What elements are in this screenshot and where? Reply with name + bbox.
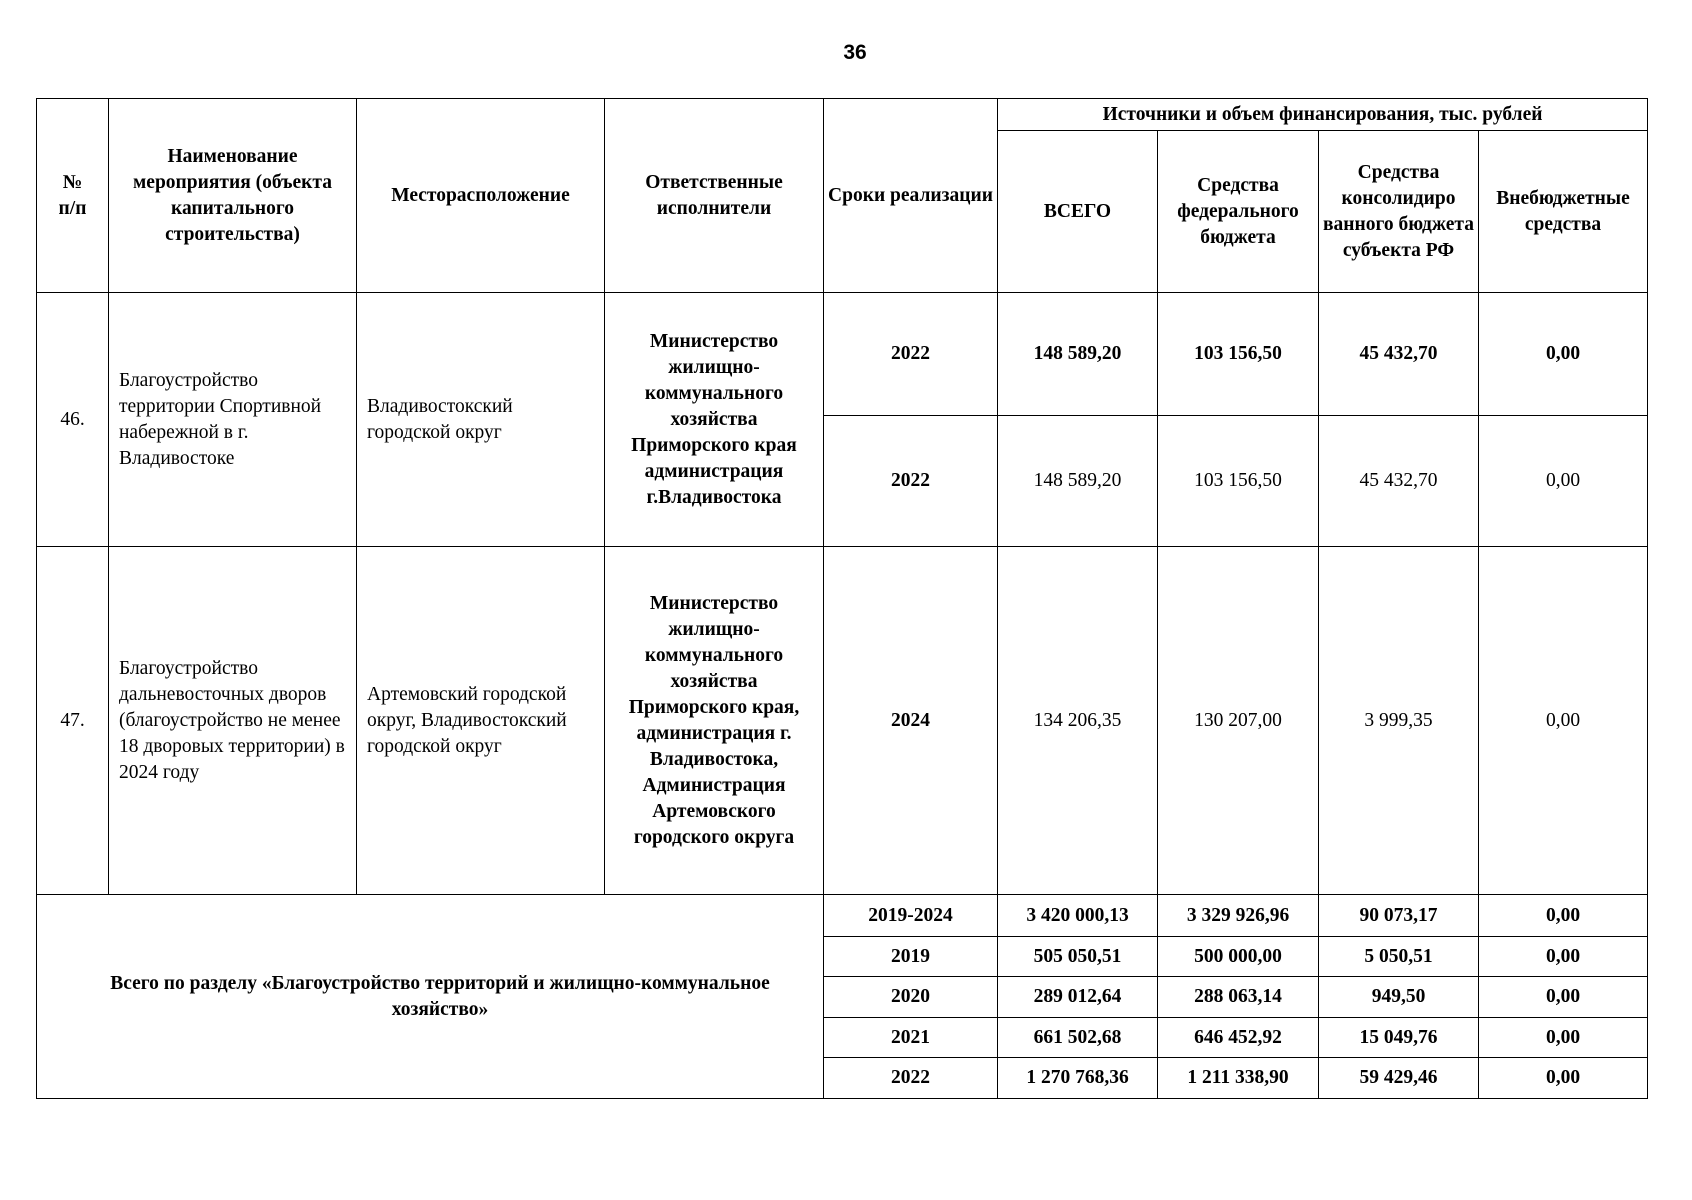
row-responsible: Министерство жилищно-коммунального хозяйства Приморского края, администрация г. Владивостока, Администрация Артемовского городского округа [605, 547, 824, 895]
row-name: Благоустройство дальневосточных дворов (благоустройство не менее 18 дворовых территории) в 2024 году [109, 547, 357, 895]
summary-label: Всего по разделу «Благоустройство территорий и жилищно-коммунальное хозяйство» [37, 895, 824, 1099]
summary-period: 2022 [824, 1058, 998, 1099]
row-total: 148 589,20 [998, 416, 1158, 547]
summary-extrabudget: 0,00 [1479, 1018, 1648, 1058]
row-no: 47. [37, 547, 109, 895]
header-total: ВСЕГО [998, 131, 1158, 293]
row-name: Благоустройство территории Спортивной набережной в г. Владивостоке [109, 293, 357, 547]
summary-extrabudget: 0,00 [1479, 977, 1648, 1018]
summary-extrabudget: 0,00 [1479, 895, 1648, 937]
row-period: 2022 [824, 293, 998, 416]
row-regional: 3 999,35 [1319, 547, 1479, 895]
row-total: 148 589,20 [998, 293, 1158, 416]
summary-extrabudget: 0,00 [1479, 937, 1648, 977]
row-extrabudget: 0,00 [1479, 293, 1648, 416]
row-federal: 103 156,50 [1158, 416, 1319, 547]
row-no: 46. [37, 293, 109, 547]
row-extrabudget: 0,00 [1479, 547, 1648, 895]
header-regional: Средства консолидиро ванного бюджета субъекта РФ [1319, 131, 1479, 293]
summary-total: 1 270 768,36 [998, 1058, 1158, 1099]
summary-period: 2021 [824, 1018, 998, 1058]
summary-period: 2019-2024 [824, 895, 998, 937]
summary-regional: 5 050,51 [1319, 937, 1479, 977]
row-period: 2024 [824, 547, 998, 895]
header-location: Месторасположение [357, 99, 605, 293]
row-period: 2022 [824, 416, 998, 547]
summary-federal: 1 211 338,90 [1158, 1058, 1319, 1099]
summary-row [37, 895, 1648, 937]
row-extrabudget: 0,00 [1479, 416, 1648, 547]
table-row [37, 293, 1648, 416]
row-location: Владивостокский городской округ [357, 293, 605, 547]
table-row [37, 547, 1648, 895]
summary-regional: 90 073,17 [1319, 895, 1479, 937]
summary-federal: 646 452,92 [1158, 1018, 1319, 1058]
summary-extrabudget: 0,00 [1479, 1058, 1648, 1099]
row-federal: 103 156,50 [1158, 293, 1319, 416]
row-regional: 45 432,70 [1319, 416, 1479, 547]
summary-total: 3 420 000,13 [998, 895, 1158, 937]
summary-federal: 288 063,14 [1158, 977, 1319, 1018]
row-regional: 45 432,70 [1319, 293, 1479, 416]
header-name: Наименование мероприятия (объекта капитального строительства) [109, 99, 357, 293]
header-responsible: Ответственные исполнители [605, 99, 824, 293]
row-federal: 130 207,00 [1158, 547, 1319, 895]
summary-regional: 59 429,46 [1319, 1058, 1479, 1099]
row-responsible: Министерство жилищно-коммунального хозяйства Приморского края администрация г.Владивостока [605, 293, 824, 547]
summary-period: 2019 [824, 937, 998, 977]
summary-period: 2020 [824, 977, 998, 1018]
header-row-1 [37, 99, 1648, 131]
header-federal: Средства федерального бюджета [1158, 131, 1319, 293]
summary-total: 505 050,51 [998, 937, 1158, 977]
header-sources-group: Источники и объем финансирования, тыс. рублей [998, 99, 1648, 131]
header-extrabudget: Внебюджетные средства [1479, 131, 1648, 293]
header-no: № п/п [37, 99, 109, 293]
summary-total: 289 012,64 [998, 977, 1158, 1018]
row-total: 134 206,35 [998, 547, 1158, 895]
summary-federal: 3 329 926,96 [1158, 895, 1319, 937]
summary-total: 661 502,68 [998, 1018, 1158, 1058]
financing-table [36, 98, 1648, 1099]
page-number: 36 [843, 41, 867, 64]
summary-regional: 949,50 [1319, 977, 1479, 1018]
summary-regional: 15 049,76 [1319, 1018, 1479, 1058]
row-location: Артемовский городской округ, Владивостокский городской округ [357, 547, 605, 895]
header-period: Сроки реализации [824, 99, 998, 293]
summary-federal: 500 000,00 [1158, 937, 1319, 977]
